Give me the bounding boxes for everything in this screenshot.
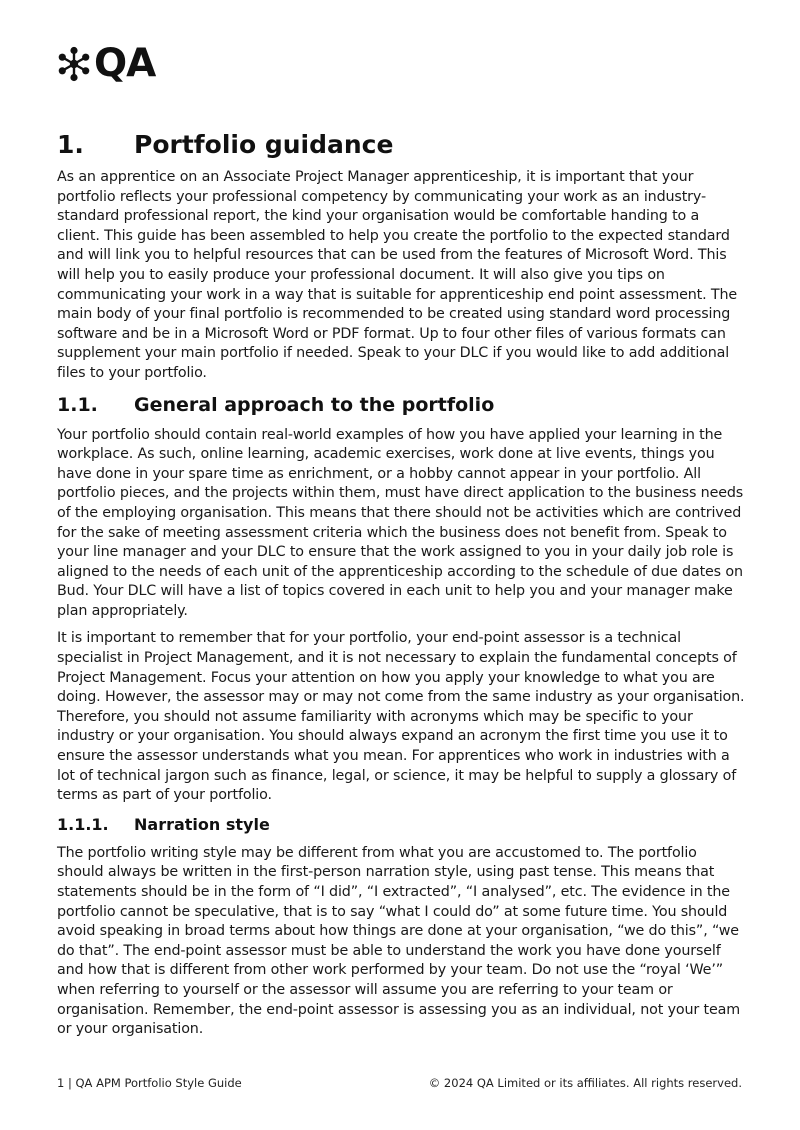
document-body — [57, 128, 745, 1048]
qa-logo-text: QA — [94, 41, 156, 86]
section-1-1-paragraph-2: It is important to remember that for your portfolio, your end-point assessor is a technical specialist in Project Management, and it is not necessary to explain the fundamental concepts of Project Management. Focus your attention on how you apply your knowledge to what you are doing. However, the assessor may or may not come from the same industry as your organisation. Therefore, you should not assume familiarity with acronyms which may be specific to your industry or your organisation. You should always expand an acronym the first time you use it to ensure the assessor understands what you mean. For apprentices who work in industries with a lot of technical jargon such as finance, legal, or science, it may be helpful to supply a glossary of terms as part of your portfolio. — [57, 630, 745, 804]
section-1-heading — [57, 128, 745, 162]
page-footer — [57, 1076, 742, 1090]
section-1-1-1-heading — [57, 814, 745, 836]
section-1-1-heading — [57, 392, 745, 418]
footer-page-label: 1 | QA APM Portfolio Style Guide — [57, 1076, 242, 1090]
section-1-1-number: 1.1. — [57, 393, 98, 416]
section-1-1-1-paragraph: The portfolio writing style may be different from what you are accustomed to. The portfolio should always be written in the first-person narration style, using past tense. This means that statements should be in the form of “I did”, “I extracted”, “I analysed”, etc. The evidence in the portfolio cannot be speculative, that is to say “what I could do” at some future time. You should avoid speaking in broad terms about how things are done at your organisation, “we do this”, “we do that”. The end-point assessor must be able to understand the work you have done yourself and how that is different from other work performed by your team. Do not use the “royal ‘We’” when referring to yourself or the assessor will assume you are referring to your team or organisation. Remember, the end-point assessor is assessing you as an individual, not your team or your organisation. — [57, 844, 740, 1038]
section-1-1-paragraph-1: Your portfolio should contain real-world examples of how you have applied your learning in the workplace. As such, online learning, academic exercises, work done at live events, things you have done in your spare time as enrichment, or a hobby cannot appear in your portfolio. All portfolio pieces, and the projects within them, must have direct application to the business needs of the employing organisation. This means that there should not be activities which are contrived for the sake of meeting assessment criteria which the business does not benefit from. Speak to your line manager and your DLC to ensure that the work assigned to you in your daily job role is aligned to the needs of each unit of the apprenticeship according to the schedule of due dates on Bud. Your DLC will have a list of topics covered in each unit to help you and your manager make plan appropriately. — [57, 426, 744, 619]
section-1-1-1-title: Narration style — [134, 814, 270, 834]
section-1-title: Portfolio guidance — [134, 130, 394, 159]
section-1-1-1-number: 1.1.1. — [57, 814, 109, 834]
section-1-1-title: General approach to the portfolio — [134, 393, 495, 416]
section-1-number: 1. — [57, 130, 84, 159]
qa-logo — [56, 41, 156, 86]
footer-copyright: © 2024 QA Limited or its affiliates. All rights reserved. — [428, 1076, 742, 1090]
section-1-paragraph: As an apprentice on an Associate Project Manager apprenticeship, it is important that your portfolio reflects your professional competency by communicating your work as an industry-standard professional report, the kind your organisation would be comfortable handing to a client. This guide has been assembled to help you create the portfolio to the expected standard and will link you to helpful resources that can be used from the features of Microsoft Word. This will help you to easily produce your professional document. It will also give you tips on communicating your work in a way that is suitable for apprenticeship end point assessment. The main body of your final portfolio is recommended to be created using standard word processing software and be in a Microsoft Word or PDF format. Up to four other files of various formats can supplement your main portfolio if needed. Speak to your DLC if you would like to add additional files to your portfolio. — [57, 169, 738, 381]
qa-logo-mark-icon — [56, 46, 92, 82]
